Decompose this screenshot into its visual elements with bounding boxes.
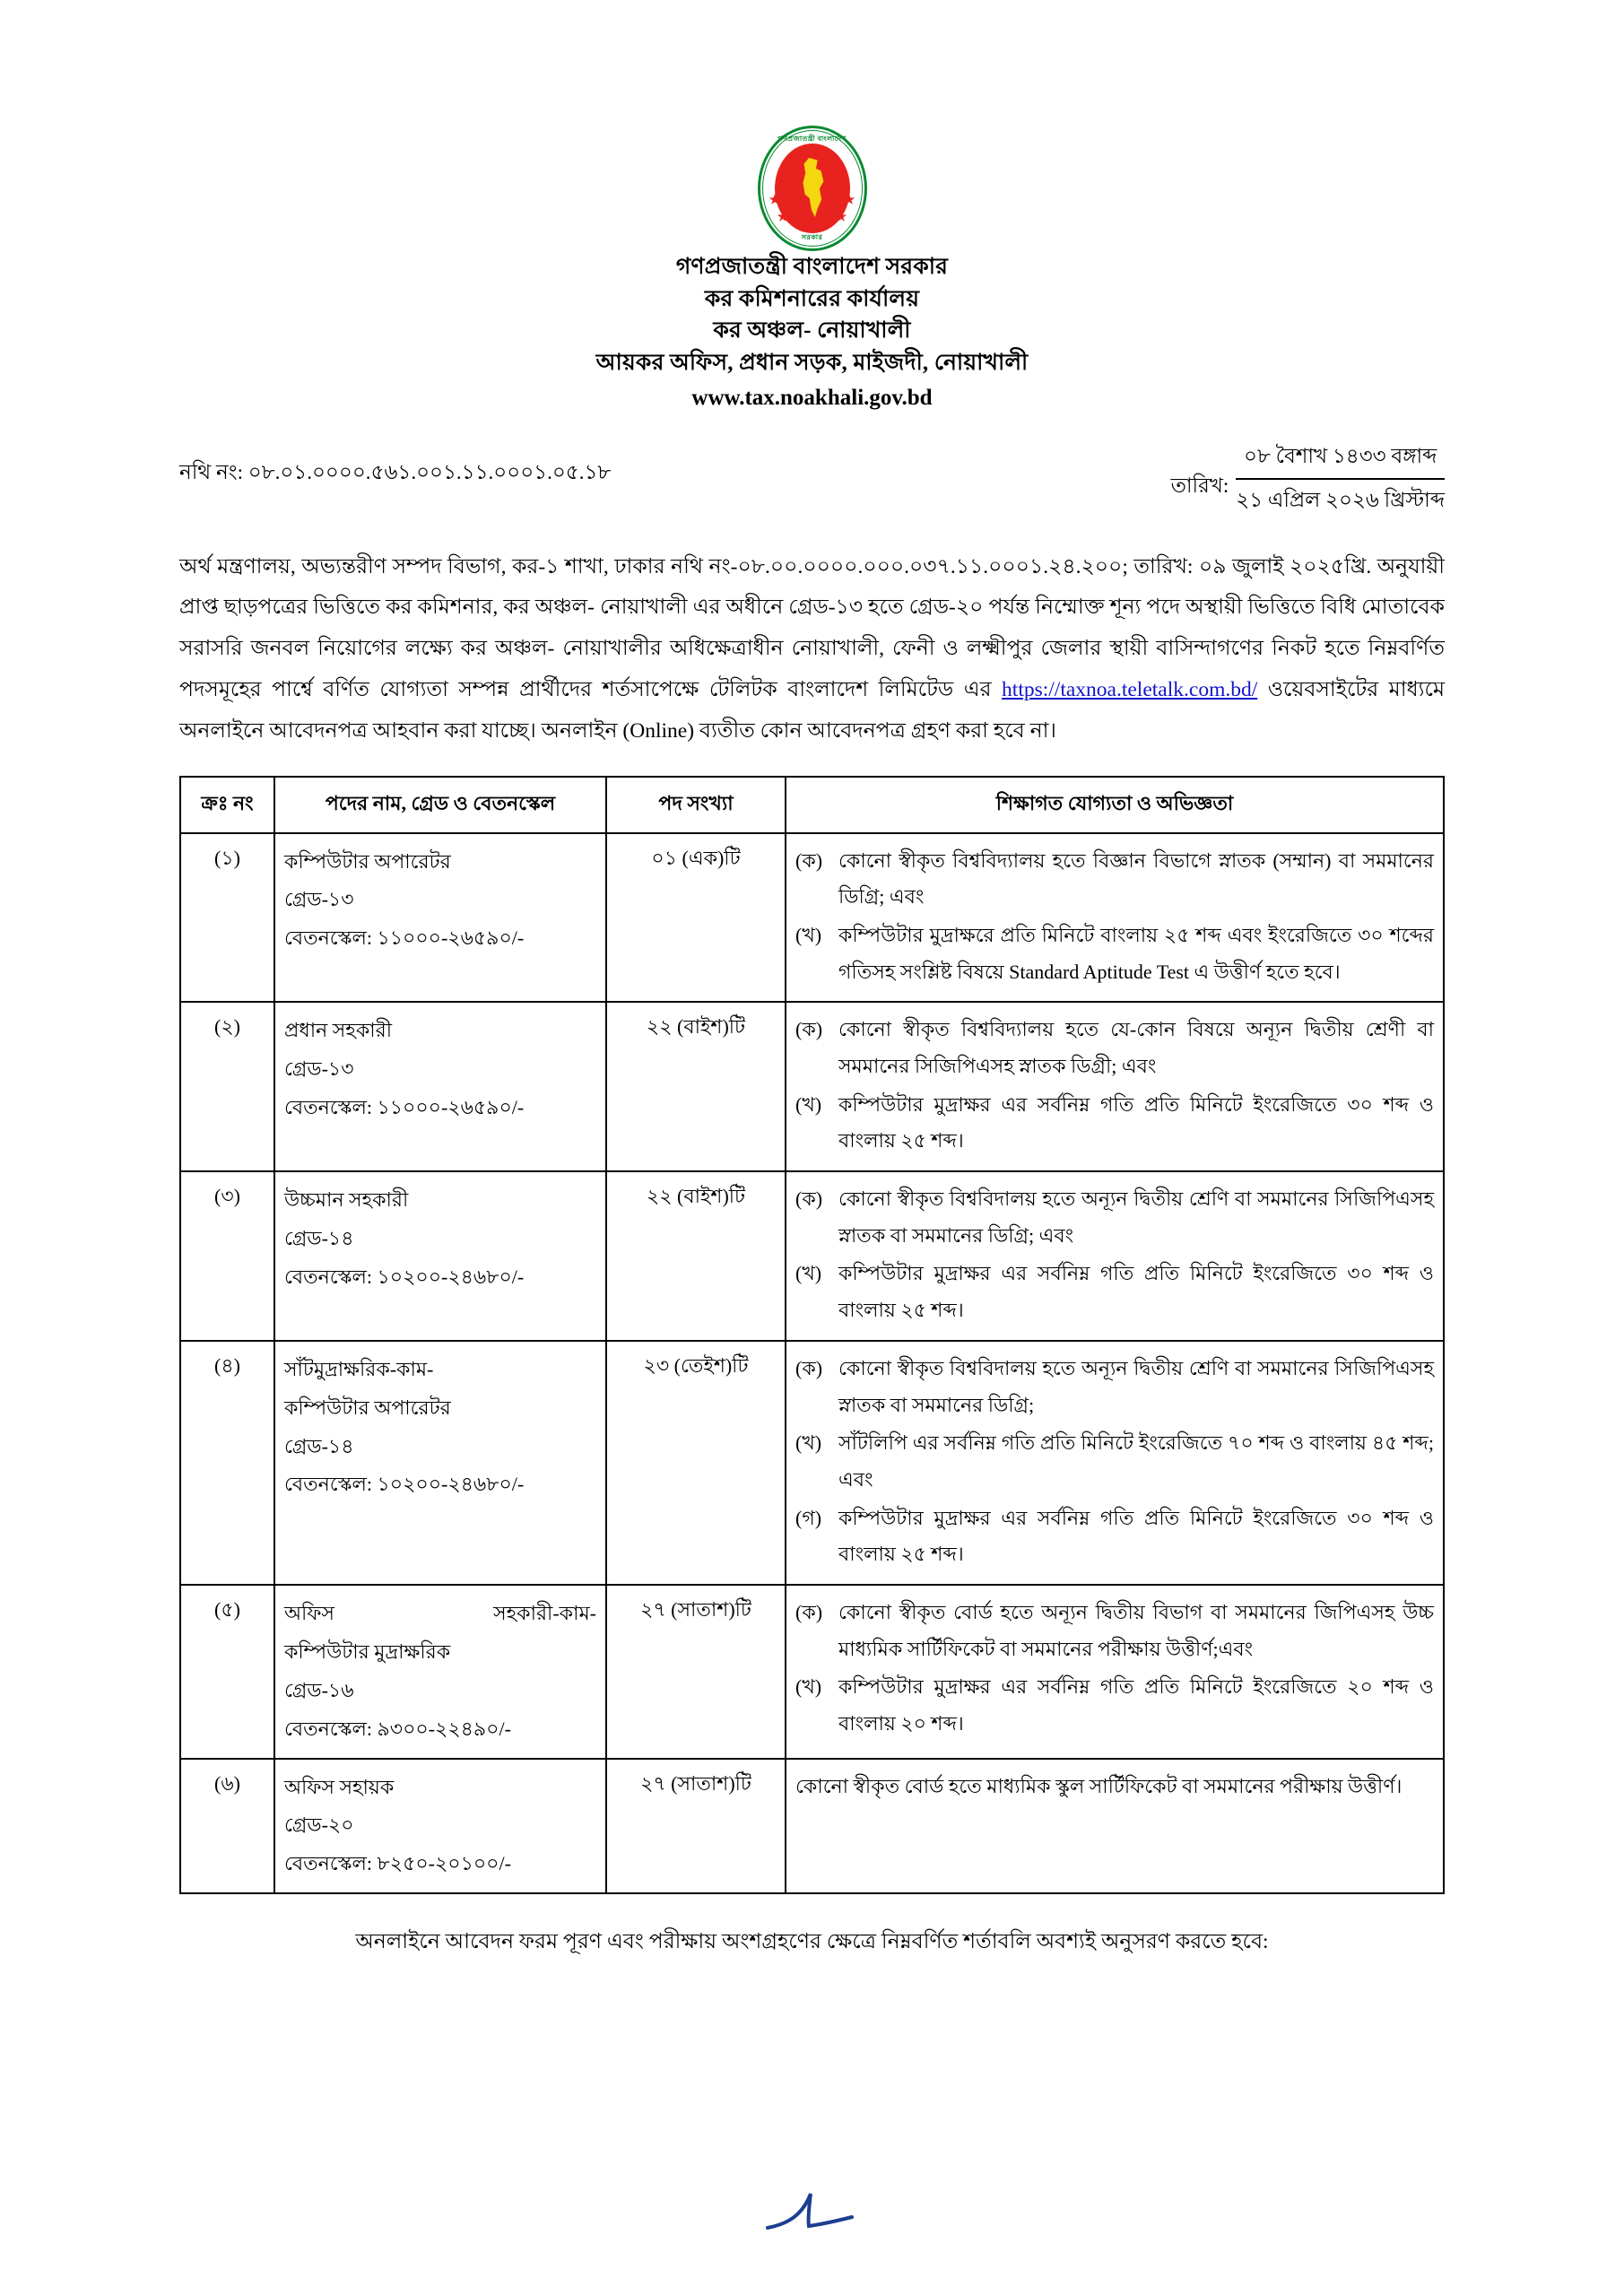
qualification-item — [795, 1500, 1434, 1573]
emblem-bottom-arc-text: সরকার — [801, 233, 823, 241]
document-header — [179, 251, 1445, 414]
qualification-marker: (ক) — [795, 1356, 823, 1379]
post-grade: গ্রেড-১৩ — [284, 888, 354, 911]
qualification-marker: (গ) — [795, 1506, 822, 1529]
intro-paragraph — [179, 547, 1445, 752]
qualification-item — [795, 1595, 1434, 1667]
qualification-item — [795, 1351, 1434, 1423]
cell-qualifications — [786, 1341, 1444, 1585]
qualification-text: কোনো স্বীকৃত বোর্ড হতে অন্যূন দ্বিতীয় বিভাগ বা সমমানের জিপিএসহ উচ্চ মাধ্যমিক সার্টিফিকেট বা সমমানের পরীক্ষায় উত্তীর্ণ;এবং — [838, 1600, 1434, 1660]
cell-post-details — [274, 833, 606, 1003]
post-name-line-2: কম্পিউটার মুদ্রাক্ষরিক — [284, 1639, 451, 1663]
column-header-qualification: শিক্ষাগত যোগ্যতা ও অভিজ্ঞতা — [786, 777, 1444, 833]
post-name-line-1: কম্পিউটার অপারেটর — [284, 849, 451, 873]
table-row — [180, 1759, 1444, 1894]
qualification-item — [795, 1012, 1434, 1084]
cell-qualifications — [786, 1585, 1444, 1759]
qualification-text: কম্পিউটার মুদ্রাক্ষর এর সর্বনিম্ন গতি প্রতি মিনিটে ইংরেজিতে ৩০ শব্দ ও বাংলায় ২৫ শব্দ। — [838, 1262, 1434, 1322]
qualification-marker: (ক) — [795, 1600, 823, 1623]
cell-vacancy-count: ২৭ (সাতাশ)টি — [606, 1759, 786, 1894]
cell-post-details — [274, 1585, 606, 1759]
qualification-item — [795, 1181, 1434, 1254]
cell-serial: (১) — [180, 833, 274, 1003]
emblem-container — [179, 0, 1445, 251]
column-header-post: পদের নাম, গ্রেড ও বেতনস্কেল — [274, 777, 606, 833]
vacancy-table-body — [180, 833, 1444, 1894]
column-header-serial: ক্রঃ নং — [180, 777, 274, 833]
post-name-line-2: কম্পিউটার অপারেটর — [284, 1396, 451, 1419]
paragraph-part-1: অর্থ মন্ত্রণালয়, অভ্যন্তরীণ সম্পদ বিভাগ, কর-১ শাখা, ঢাকার নথি নং-০৮.০০.০০০০.০০০.০৩৭.১১.০০০১.২৪.২০০; তারিখ: ০৯ জুলাই ২০২৫খ্রি. অনুযায়ী প্রাপ্ত ছাড়পত্রের ভিত্তিতে কর কমিশনার, কর অঞ্চল- নোয়াখালী এর অধীনে গ্রেড-১৩ হতে গ্রেড-২০ পর্যন্ত নিম্মোক্ত শূন্য পদে অস্থায়ী ভিত্তিতে বিধি মোতাবেক সরাসরি জনবল নিয়োগের লক্ষ্যে কর অঞ্চল- নোয়াখালীর অধিক্ষেত্রাধীন নোয়াখালী, ফেনী ও লক্ষ্মীপুর জেলার স্থায়ী বাসিন্দাগণের নিকট হতে নিম্নবর্ণিত পদসমূহের পার্শ্বে বর্ণিত যোগ্যতা সম্পন্ন প্রার্থীদের শর্তসাপেক্ষে টেলিটক বাংলাদেশ লিমিটেড এর — [179, 554, 1445, 701]
cell-post-details — [274, 1759, 606, 1894]
cell-post-details — [274, 1341, 606, 1585]
qualification-marker: (খ) — [795, 1675, 822, 1699]
qualification-item — [795, 1087, 1434, 1160]
cell-serial: (৬) — [180, 1759, 274, 1894]
table-row — [180, 1585, 1444, 1759]
qualification-text: কোনো স্বীকৃত বিশ্ববিদ্যালয় হতে বিজ্ঞান বিভাগে স্নাতক (সম্মান) বা সমমানের ডিগ্রি; এবং — [838, 848, 1434, 909]
post-grade: গ্রেড-১৪ — [284, 1226, 354, 1249]
bangladesh-government-emblem-icon — [758, 126, 867, 251]
qualification-item — [795, 918, 1434, 990]
vacancy-table — [179, 776, 1445, 1895]
cell-serial: (২) — [180, 1002, 274, 1171]
qualification-marker: (খ) — [795, 1262, 822, 1285]
cell-post-details — [274, 1171, 606, 1341]
file-number: নথি নং: ০৮.০১.০০০০.৫৬১.০০১.১১.০০০১.০৫.১৮ — [179, 460, 612, 483]
qualification-marker: (ক) — [795, 848, 823, 872]
qualification-text: কোনো স্বীকৃত বিশ্ববিদালয় হতে অন্যূন দ্বিতীয় শ্রেণি বা সমমানের সিজিপিএসহ স্নাতক বা সমমানের ডিগ্রি; এবং — [838, 1187, 1434, 1247]
cell-qualifications — [786, 833, 1444, 1003]
header-line-office: কর কমিশনারের কার্যালয় — [704, 286, 920, 311]
qualification-item — [795, 1669, 1434, 1742]
qualification-item — [795, 1425, 1434, 1498]
header-website: www.tax.noakhali.gov.bd — [691, 386, 933, 410]
handwritten-one-icon — [759, 2187, 866, 2240]
post-pay-scale: বেতনস্কেল: ৮২৫০-২০১০০/- — [284, 1852, 511, 1875]
qualification-text: কোনো স্বীকৃত বোর্ড হতে মাধ্যমিক স্কুল সার্টিফিকেট বা সমমানের পরীক্ষায় উত্তীর্ণ। — [795, 1774, 1403, 1797]
post-name-line-1 — [284, 1595, 596, 1633]
qualification-marker: (ক) — [795, 1187, 823, 1211]
qualification-marker: (ক) — [795, 1018, 823, 1041]
post-grade: গ্রেড-২০ — [284, 1813, 354, 1837]
document-meta — [179, 439, 1445, 518]
qualification-item — [795, 1256, 1434, 1328]
cell-serial: (৩) — [180, 1171, 274, 1341]
date-values — [1236, 439, 1445, 518]
qualification-text: সাঁটলিপি এর সর্বনিম্ন গতি প্রতি মিনিটে ইংরেজিতে ৭০ শব্দ ও বাংলায় ৪৫ শব্দ; এবং — [838, 1431, 1434, 1491]
paragraph-part-2: ওয়েবসাইটের মাধ্যমে অনলাইনে আবেদনপত্র আহবান করা যাচ্ছে। অনলাইন (Online) ব্যতীত কোন আবেদনপত্র গ্রহণ করা হবে না। — [179, 677, 1445, 743]
table-row — [180, 833, 1444, 1003]
table-row — [180, 1171, 1444, 1341]
cell-vacancy-count: ২২ (বাইশ)টি — [606, 1002, 786, 1171]
qualification-marker: (খ) — [795, 1092, 822, 1116]
post-name-part-a: অফিস — [284, 1601, 334, 1624]
date-block — [1171, 439, 1445, 518]
post-pay-scale: বেতনস্কেল: ১০২০০-২৪৬৮০/- — [284, 1473, 525, 1496]
date-label: তারিখ: — [1170, 474, 1229, 497]
header-line-government: গণপ্রজাতন্ত্রী বাংলাদেশ সরকার — [675, 255, 949, 279]
qualification-marker: (খ) — [795, 1431, 822, 1455]
post-pay-scale: বেতনস্কেল: ৯৩০০-২২৪৯০/- — [284, 1717, 511, 1740]
post-name-line-1: উচ্চমান সহকারী — [284, 1188, 409, 1212]
post-pay-scale: বেতনস্কেল: ১১০০০-২৬৫৯০/- — [284, 926, 525, 950]
cell-qualifications — [786, 1171, 1444, 1341]
date-divider — [1236, 478, 1445, 480]
cell-serial: (৪) — [180, 1341, 274, 1585]
cell-vacancy-count: ২৭ (সাতাশ)টি — [606, 1585, 786, 1759]
post-name-part-b: সহকারী-কাম- — [493, 1601, 596, 1624]
date-gregorian: ২১ এপ্রিল ২০২৬ খ্রিস্টাব্দ — [1236, 488, 1445, 511]
header-line-address: আয়কর অফিস, প্রধান সড়ক, মাইজদী, নোয়াখালী — [595, 350, 1029, 375]
qualification-text: কোনো স্বীকৃত বিশ্ববিদ্যালয় হতে যে-কোন বিষয়ে অন্যূন দ্বিতীয় শ্রেণী বা সমমানের সিজিপিএসহ স্নাতক ডিগ্রী; এবং — [838, 1018, 1434, 1077]
post-grade: গ্রেড-১৩ — [284, 1057, 354, 1081]
post-grade: গ্রেড-১৬ — [284, 1678, 354, 1701]
cell-post-details — [274, 1002, 606, 1171]
cell-vacancy-count: ২২ (বাইশ)টি — [606, 1171, 786, 1341]
column-header-count: পদ সংখ্যা — [606, 777, 786, 833]
cell-vacancy-count: ২৩ (তেইশ)টি — [606, 1341, 786, 1585]
post-grade: গ্রেড-১৪ — [284, 1434, 354, 1457]
date-bangla: ০৮ বৈশাখ ১৪৩৩ বঙ্গাব্দ — [1244, 444, 1437, 467]
qualification-text: কম্পিউটার মুদ্রাক্ষর এর সর্বনিম্ন গতি প্রতি মিনিটে ইংরেজিতে ৩০ শব্দ ও বাংলায় ২৫ শব্দ। — [838, 1506, 1434, 1566]
table-header-row — [180, 777, 1444, 833]
cell-qualifications — [786, 1002, 1444, 1171]
post-pay-scale: বেতনস্কেল: ১০২০০-২৪৬৮০/- — [284, 1265, 525, 1288]
cell-serial: (৫) — [180, 1585, 274, 1759]
qualification-item — [795, 843, 1434, 916]
table-row — [180, 1002, 1444, 1171]
footer-instruction: অনলাইনে আবেদন ফরম পূরণ এবং পরীক্ষায় অংশগ্রহণের ক্ষেত্রে নিম্নবর্ণিত শর্তাবলি অবশ্যই অনুসরণ করতে হবে: — [355, 1930, 1269, 1954]
application-portal-link[interactable]: https://taxnoa.teletalk.com.bd/ — [1002, 677, 1258, 701]
table-row — [180, 1341, 1444, 1585]
post-name-line-1: অফিস সহায়ক — [284, 1775, 395, 1798]
cell-qualifications — [786, 1759, 1444, 1894]
post-name-line-1: প্রধান সহকারী — [284, 1019, 393, 1042]
qualification-text: কম্পিউটার মুদ্রাক্ষর এর সর্বনিম্ন গতি প্রতি মিনিটে ইংরেজিতে ৩০ শব্দ ও বাংলায় ২৫ শব্দ। — [838, 1092, 1434, 1152]
qualification-text: কম্পিউটার মুদ্রাক্ষর এর সর্বনিম্ন গতি প্রতি মিনিটে ইংরেজিতে ২০ শব্দ ও বাংলায় ২০ শব্দ। — [838, 1675, 1434, 1735]
qualification-text: কম্পিউটার মুদ্রাক্ষরে প্রতি মিনিটে বাংলায় ২৫ শব্দ এবং ইংরেজিতে ৩০ শব্দের গতিসহ সংশ্লিষ্ট বিষয়ে Standard Aptitude Test এ উত্তীর্ণ হতে হবে। — [838, 923, 1434, 983]
post-name-line-1: সাঁটমুদ্রাক্ষরিক-কাম- — [284, 1357, 434, 1380]
page-number-handwritten-mark — [0, 2187, 1624, 2240]
qualification-marker: (খ) — [795, 923, 822, 946]
header-line-zone: কর অঞ্চল- নোয়াখালী — [713, 318, 911, 343]
cell-vacancy-count: ০১ (এক)টি — [606, 833, 786, 1003]
qualification-text: কোনো স্বীকৃত বিশ্ববিদালয় হতে অন্যূন দ্বিতীয় শ্রেণি বা সমমানের সিজিপিএসহ স্নাতক বা সমমানের ডিগ্রি; — [838, 1356, 1434, 1416]
emblem-top-arc-text: গণপ্রজাতন্ত্রী বাংলাদেশ — [777, 135, 847, 143]
post-pay-scale: বেতনস্কেল: ১১০০০-২৬৫৯০/- — [284, 1096, 525, 1119]
